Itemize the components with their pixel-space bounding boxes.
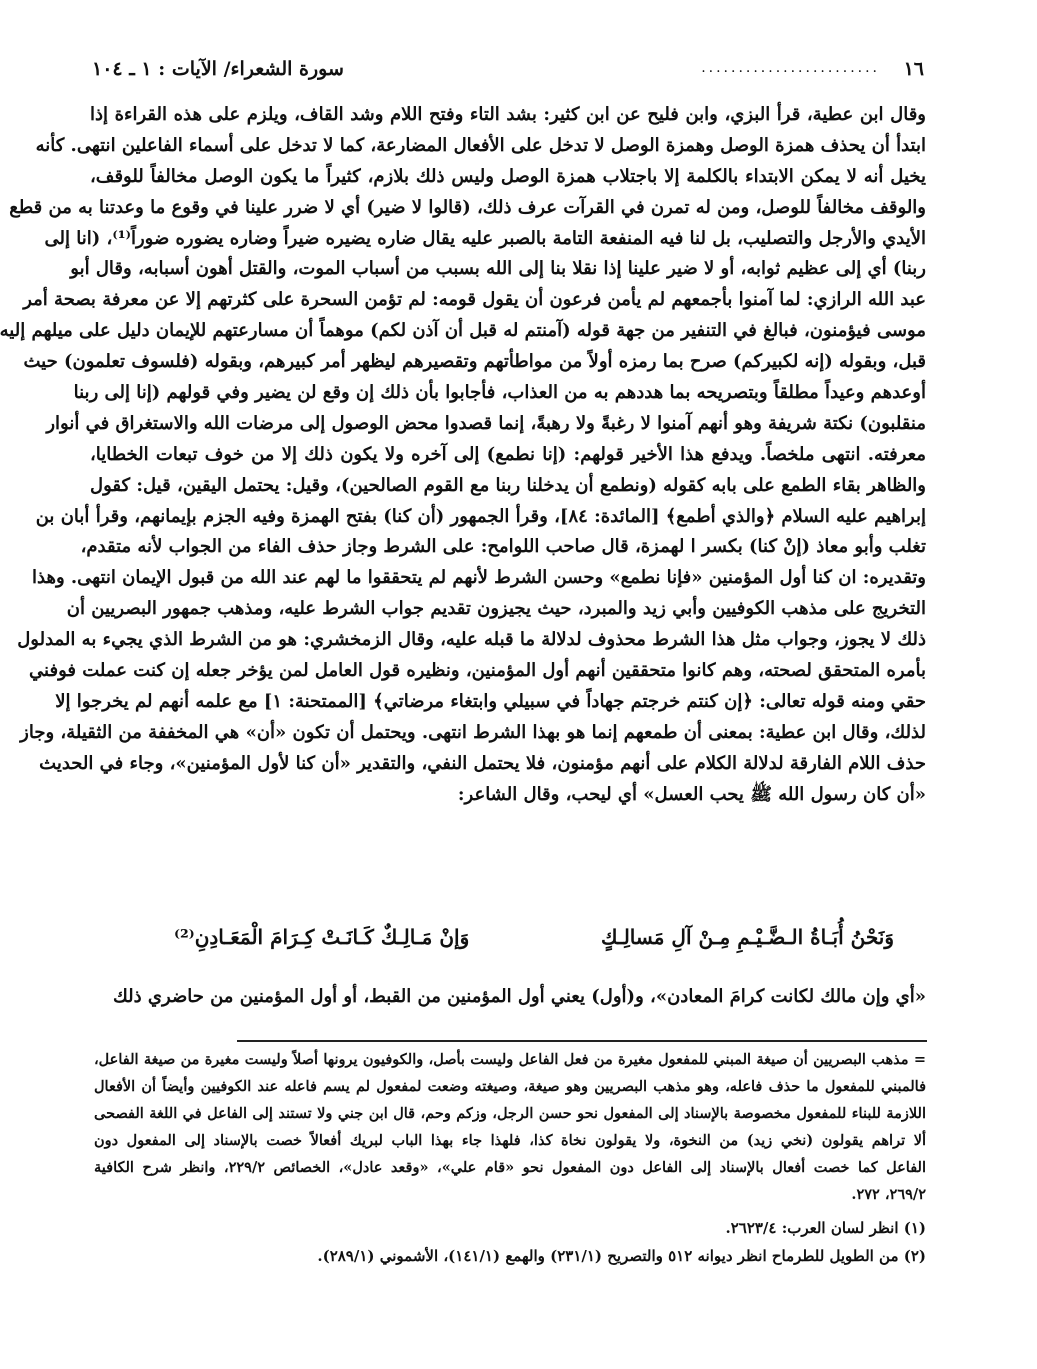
footnote-divider xyxy=(237,1040,927,1042)
text-line: ذلك لا يجوز، وجواب مثل هذا الشرط محذوف لدلالة ما قبله عليه، وقال الزمخشري: هو من الشرط الذي يجيء به المدلول xyxy=(17,629,926,651)
header-dot-leader: ........................ xyxy=(701,60,880,76)
page-number: ١٦ xyxy=(903,58,924,80)
footnotes xyxy=(94,1046,926,1270)
text-line: إبراهيم عليه السلام ﴿والذي أطمع﴾ [المائدة: ٨٤]، وقرأ الجمهور (أن كنا) بفتح الهمزة وفيه الجزم بإيمانهم، وقرأ أبان بن xyxy=(35,505,926,527)
text-line: التخريج على مذهب الكوفيين وأبي زيد والمبرد، حيث يجيزون تقديم جواب الشرط عليه، ومذهب جمهور البصريين أن xyxy=(66,598,926,620)
main-text-continuation xyxy=(90,982,926,1013)
running-title: سورة الشعراء/ الآيات : ١ ـ ١٠٤ xyxy=(92,58,344,80)
footnote-continuation-line: الفاعل كما خصت أفعال بالإسناد إلى الفاعل دون المفعول نحو «قام علي»، «وقعد عادل»، الخصائص ٢٢٩/٢، وانظر شرح الكافية xyxy=(94,1159,926,1176)
footnote-2: (٢) من الطويل للطرماح انظر ديوانه ٥١٢ والتصريح (٢٣١/١) والهمع (١٤١/١)، الأشموني (٢٨٩/١). xyxy=(317,1247,926,1265)
footnote-continuation-line: = مذهب البصريين أن صيغة المبني للمفعول مغيرة من فعل الفاعل وليست بأصل، والكوفيون يرونها أصلاً وليست مغيرة من صيغة الفاعل، xyxy=(94,1051,926,1068)
text-line: والظاهر بقاء الطمع على بابه كقوله (ونطمع أن يدخلنا ربنا مع القوم الصالحين)، وقيل: يحتمل اليقين، قيل: كقول xyxy=(90,474,926,496)
text-line: تغلب وأبو معاذ (إنْ كنا) بكسر ا لهمزة، قال صاحب اللوامح: على الشرط وجاز حذف الفاء من الجواب لأنه متقدم، xyxy=(80,536,926,558)
text-line: قبل، وبقوله (إنه لكبيركم) صرح بما رمزه أولاً من مواطأتهم وتقصيرهم ليظهر أمر كبيرهم، وبقوله (فلسوف تعلمون) حيث xyxy=(23,351,926,373)
text-line: «أي وإن مالك لكانت كرامَ المعادن»، و(أول) يعني أول المؤمنين من القبط، أو أول المؤمنين من حاضري ذلك xyxy=(112,986,926,1007)
text-line: أوعدهم وعيداً مطلقاً وبتصريحه بما هددهم به من العذاب، فأجابوا بأن ذلك إن وقع لن يضير وفي قولهم (إنا إلى ربنا xyxy=(73,382,926,404)
footnote-continuation-line: ٢٦٩/٢، ٢٧٢. xyxy=(851,1186,926,1203)
text-line: والوقف مخالفاً للوصل، ومن له تمرن في القرآت عرف ذلك، (قالوا لا ضير) أي لا ضرر علينا في وقوع ما وعدتنا به من قطع xyxy=(9,196,926,218)
text-line: عبد الله الرازي: لما آمنوا بأجمعهم لم يأمن فرعون أن يقول قومه: لم تؤمن السحرة على كثرتهم إلا عن معرفة بصحة أمر xyxy=(23,289,926,311)
text-line: حقي ومنه قوله تعالى: ﴿إن كنتم خرجتم جهاداً في سبيلي وابتغاء مرضاتي﴾ [الممتحنة: ١] مع علمه أنهم لم يخرجوا إلا xyxy=(55,690,926,712)
poetry-verse xyxy=(174,925,894,961)
footnote-continuation-line: فالمبني للمفعول ما حذف فاعله، وهو مذهب البصريين وهو صيغة، وصيغته وضعت لمفعول لم يسم فاعله عند الكوفيين وأيضاً أن الأفعال xyxy=(94,1078,926,1095)
text-line: ربنا) أي إلى عظيم ثوابه، أو لا ضير علينا إذا نقلا بنا إلى الله بسبب من أسباب الموت، والقتل أهون أسبابه، وقال أبو xyxy=(70,258,926,280)
text-line: لذلك، وقال ابن عطية: بمعنى أن طمعهم إنما هو بهذا الشرط انتهى. ويحتمل أن تكون «أن» هي المخففة من الثقيلة، وجاز xyxy=(20,721,926,743)
text-line: معرفته. انتهى ملخصاً. ويدفع هذا الأخير قولهم: (إنا نطمع) إلى آخره ولا يكون ذلك إلا من خوف تبعات الخطايا، xyxy=(90,443,926,465)
text-line: موسى فيؤمنون، فبالغ في التنفير من جهة قوله (آمنتم له قبل أن آذن لكم) موهماً أن مسارعتهم للإيمان دليل على ميلهم إليه xyxy=(0,320,926,342)
footnote-1: (١) انظر لسان العرب: ٢٦٢٣/٤. xyxy=(725,1219,926,1237)
text-line: يخيل أنه لا يمكن الابتداء بالكلمة إلا باجتلاب همزة الوصل وليس ذلك بلازم، كثيراً ما يكون الوصل مخالفاً للوقف، xyxy=(90,165,926,187)
page-header xyxy=(92,56,924,96)
main-text xyxy=(0,100,926,810)
footnote-continuation-line: ألا تراهم يقولون (نخي زيد) من النخوة، ولا يقولون نخاة كذا، فلهذا جاء بهذا الباب لبريك أفعالاً خصت بالإسناد إلى المفعول دون xyxy=(94,1132,926,1149)
text-line: بأمره المتحقق لصحته، وهم كانوا متحققين أنهم أول المؤمنين، ونظيره قول العامل لمن يؤخر جعله إن كنت عملت فوفني xyxy=(29,660,926,682)
text-line: منقلبون) نكتة شريفة وهو أنهم آمنوا لا رغبةً ولا رهبةً، إنما قصدوا محض الوصول إلى مرضات الله والاستغراق في أنوار xyxy=(46,412,926,434)
text-line: وقال ابن عطية، قرأ البزي، وابن فليح عن ابن كثير: بشد التاء وفتح اللام وشد القاف، ويلزم على هذه القراءة إذا xyxy=(90,104,926,125)
text-line: «أن كان رسول الله ﷺ يحب العسل» أي ليحب، وقال الشاعر: xyxy=(457,783,926,805)
text-line: حذف اللام الفارقة لدلالة الكلام على أنهم مؤمنون، فلا يحتمل النفي، والتقدير «أن كنا لأول المؤمنين»، وجاء في الحديث xyxy=(39,752,926,774)
footnote-continuation-line: اللازمة للبناء للمفعول مخصوصة بالإسناد إلى المفعول نحو حسن الرجل، وزكم وحم، قال ابن جني ولا تستند إلى الفاعل في اللغة الفصحى xyxy=(94,1105,926,1122)
text-line: وتقديره: ان كنا أول المؤمنين «فإنا نطمع» وحسن الشرط لأنهم لم يتحققوا ما لهم عند الله من قبول الإيمان انتهى. وهذا xyxy=(32,567,926,589)
verse-first-hemistich: وَنَحْنُ أُبَـاةُ الـضَّـيْـمِ مِـنْ آلِ مَسالِـكٍ xyxy=(601,925,894,949)
text-line: الأيدي والأرجل والتصليب، بل لنا فيه المنفعة التامة بالصبر عليه يقال ضاره يضيره ضيراً وضاره يضوره ضوراً⁽¹⁾، (انا إلى xyxy=(44,227,926,249)
verse-second-hemistich: وَإنْ مَـالِـكٌ كَـانَـتْ كِـرَامَ الْمَعَـادِنِ⁽²⁾ xyxy=(174,925,470,949)
text-line: ابتدأ أن يحذف همزة الوصل وهمزة الوصل لا تدخل على الأفعال المضارعة، كما لا تدخل على أسماء الفاعلين انتهى. كأنه xyxy=(35,134,926,156)
